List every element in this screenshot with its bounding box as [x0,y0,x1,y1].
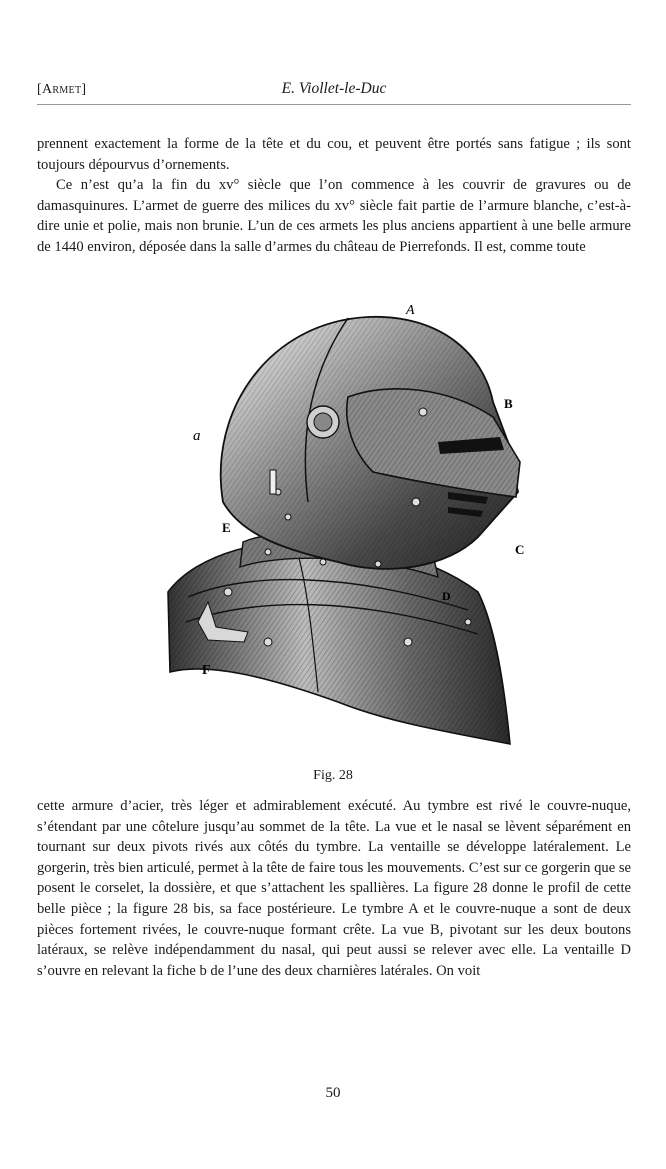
page-number: 50 [325,1085,341,1101]
label-a: a [193,428,201,444]
figure-28-armet-illustration [148,292,538,762]
paragraph-2: Ce n’est qu’a la fin du xv° siècle que l’on commence à les couvrir de gravures ou de damasquinures. L’armet de guerre des milices du xv° siècle fait partie de l’armure blanche, c’est-à-dire unie et polie, mais non brunie. L’un de ces armets les plus anciens appartient à une belle armure de 1440 environ, déposée dans la salle d’armes du château de Pierrefonds. Il est, comme toute [37,177,631,255]
section-title: [Armet] [37,82,87,97]
figure-caption: Fig. 28 [313,768,353,783]
armet-engraving [148,292,538,762]
paragraph-3: cette armure d’acier, très léger et admirablement exécuté. Au tymbre est rivé le couvre-nuque, s’étendant par une côtelure jusqu’au sommet de la tête. La vue et le nasal se lèvent séparément en tournant sur deux pivots rivés aux côtés du tymbre. La ventaille se développe latéralement. Le gorgerin, très bien articulé, permet à la tête de faire tous les mouvements. C’est sur ce gorgerin que se posent le corselet, la dossière, et que s’attachent les spallières. La figure 28 donne le profil de cette belle pièce ; la figure 28 bis, sa face postérieure. Le tymbre A et le couvre-nuque a sont de deux pièces fortement rivées, le couvre-nuque formant crête. La vue B, pivotant sur les deux boutons latéraux, se relève indépendamment du nasal, qui peut aussi se relever avec elle. La ventaille D s’ouvre en relevant la fiche b de l’une des deux charnières latérales. On voit [37,798,631,979]
label-D: D [442,589,451,603]
body-text [37,134,631,258]
label-B: B [504,396,513,411]
paragraph-1: prennent exactement la forme de la tête et du cou, et peuvent être portés sans fatigue ; ils sont toujours dépourvus d’ornements. [37,136,631,173]
running-header [37,78,631,105]
label-E: E [222,520,231,535]
author-name: E. Viollet-le-Duc [281,80,387,97]
label-F: F [202,663,211,678]
label-C: C [515,542,525,557]
label-A: A [406,303,415,318]
